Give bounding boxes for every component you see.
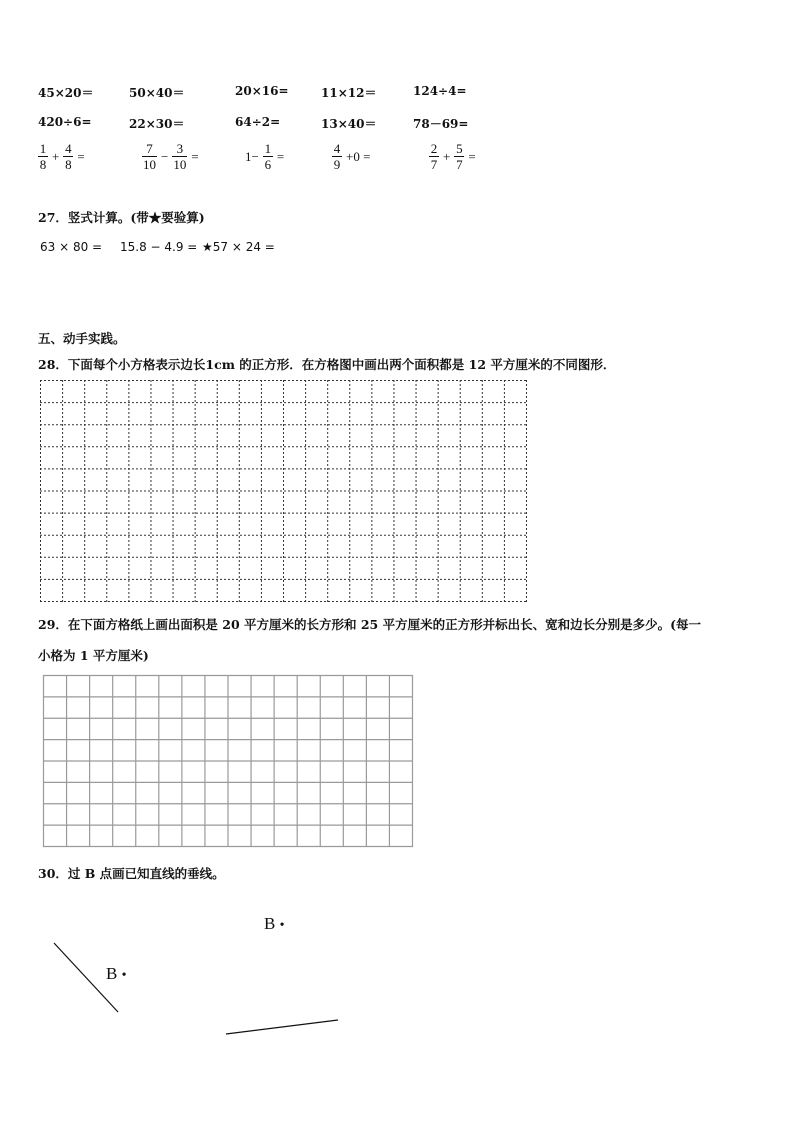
denominator: 8	[65, 157, 72, 172]
operator: −	[161, 148, 169, 164]
denominator: 6	[264, 157, 272, 172]
numerator: 1	[264, 141, 272, 156]
numerator: 1	[39, 141, 47, 156]
calc-item: 420÷6=	[38, 115, 92, 129]
denominator: 10	[143, 157, 156, 172]
q29-title-line-1: 29．在下面方格纸上画出面积是 20 平方厘米的长方形和 25 平方厘米的正方形并标出长、宽和边长分别是多少。(每一	[38, 617, 702, 632]
operator: 1−	[245, 148, 259, 164]
calc-item: 20×16=	[235, 84, 289, 98]
calc-item: 64÷2=	[235, 115, 281, 129]
q28-title: 28．下面每个小方格表示边长1cm 的正方形．在方格图中画出两个面积都是 12 平方厘米的不同图形．	[38, 357, 616, 372]
numerator: 5	[456, 141, 463, 156]
numerator: 2	[430, 141, 438, 156]
vertical-calc-item: 15.8 − 4.9 =	[120, 240, 198, 254]
operator: =	[191, 148, 199, 164]
denominator: 10	[173, 157, 187, 172]
denominator: 7	[430, 157, 438, 172]
operator: +	[443, 148, 451, 164]
section-title: 五、动手实践。	[38, 331, 126, 346]
operator: =	[77, 148, 85, 164]
numerator: 7	[146, 141, 153, 156]
denominator: 9	[333, 157, 341, 172]
operator: =	[276, 148, 285, 164]
calc-item: 11×12＝	[321, 86, 377, 100]
numerator: 4	[65, 141, 72, 156]
point-b-label: B •	[264, 914, 285, 933]
operator: +	[52, 148, 60, 164]
denominator: 7	[456, 157, 463, 172]
numerator: 3	[176, 141, 184, 156]
vertical-calc-item: 63 × 80 =	[40, 240, 103, 254]
given-line-horizontal	[226, 1020, 338, 1034]
operator: =	[468, 148, 476, 164]
q27-title: 27．竖式计算。(带★要验算)	[38, 210, 205, 225]
calc-item: 45×20＝	[38, 86, 94, 100]
calc-item: 13×40＝	[321, 117, 377, 131]
operator: +0 =	[346, 148, 371, 164]
q30-title: 30．过 B 点画已知直线的垂线。	[38, 866, 225, 881]
calc-item: 124÷4=	[413, 84, 467, 98]
calc-item: 50×40＝	[129, 86, 185, 100]
given-line-diagonal	[54, 943, 118, 1012]
calc-item: 22×30＝	[129, 117, 185, 131]
calc-item: 78－69=	[413, 117, 469, 131]
point-b-label: B •	[106, 964, 127, 983]
vertical-calc-item: ★57 × 24 =	[202, 240, 275, 254]
denominator: 8	[39, 157, 47, 172]
q29-title-line-2: 小格为 1 平方厘米)	[38, 648, 149, 663]
numerator: 4	[333, 141, 341, 156]
